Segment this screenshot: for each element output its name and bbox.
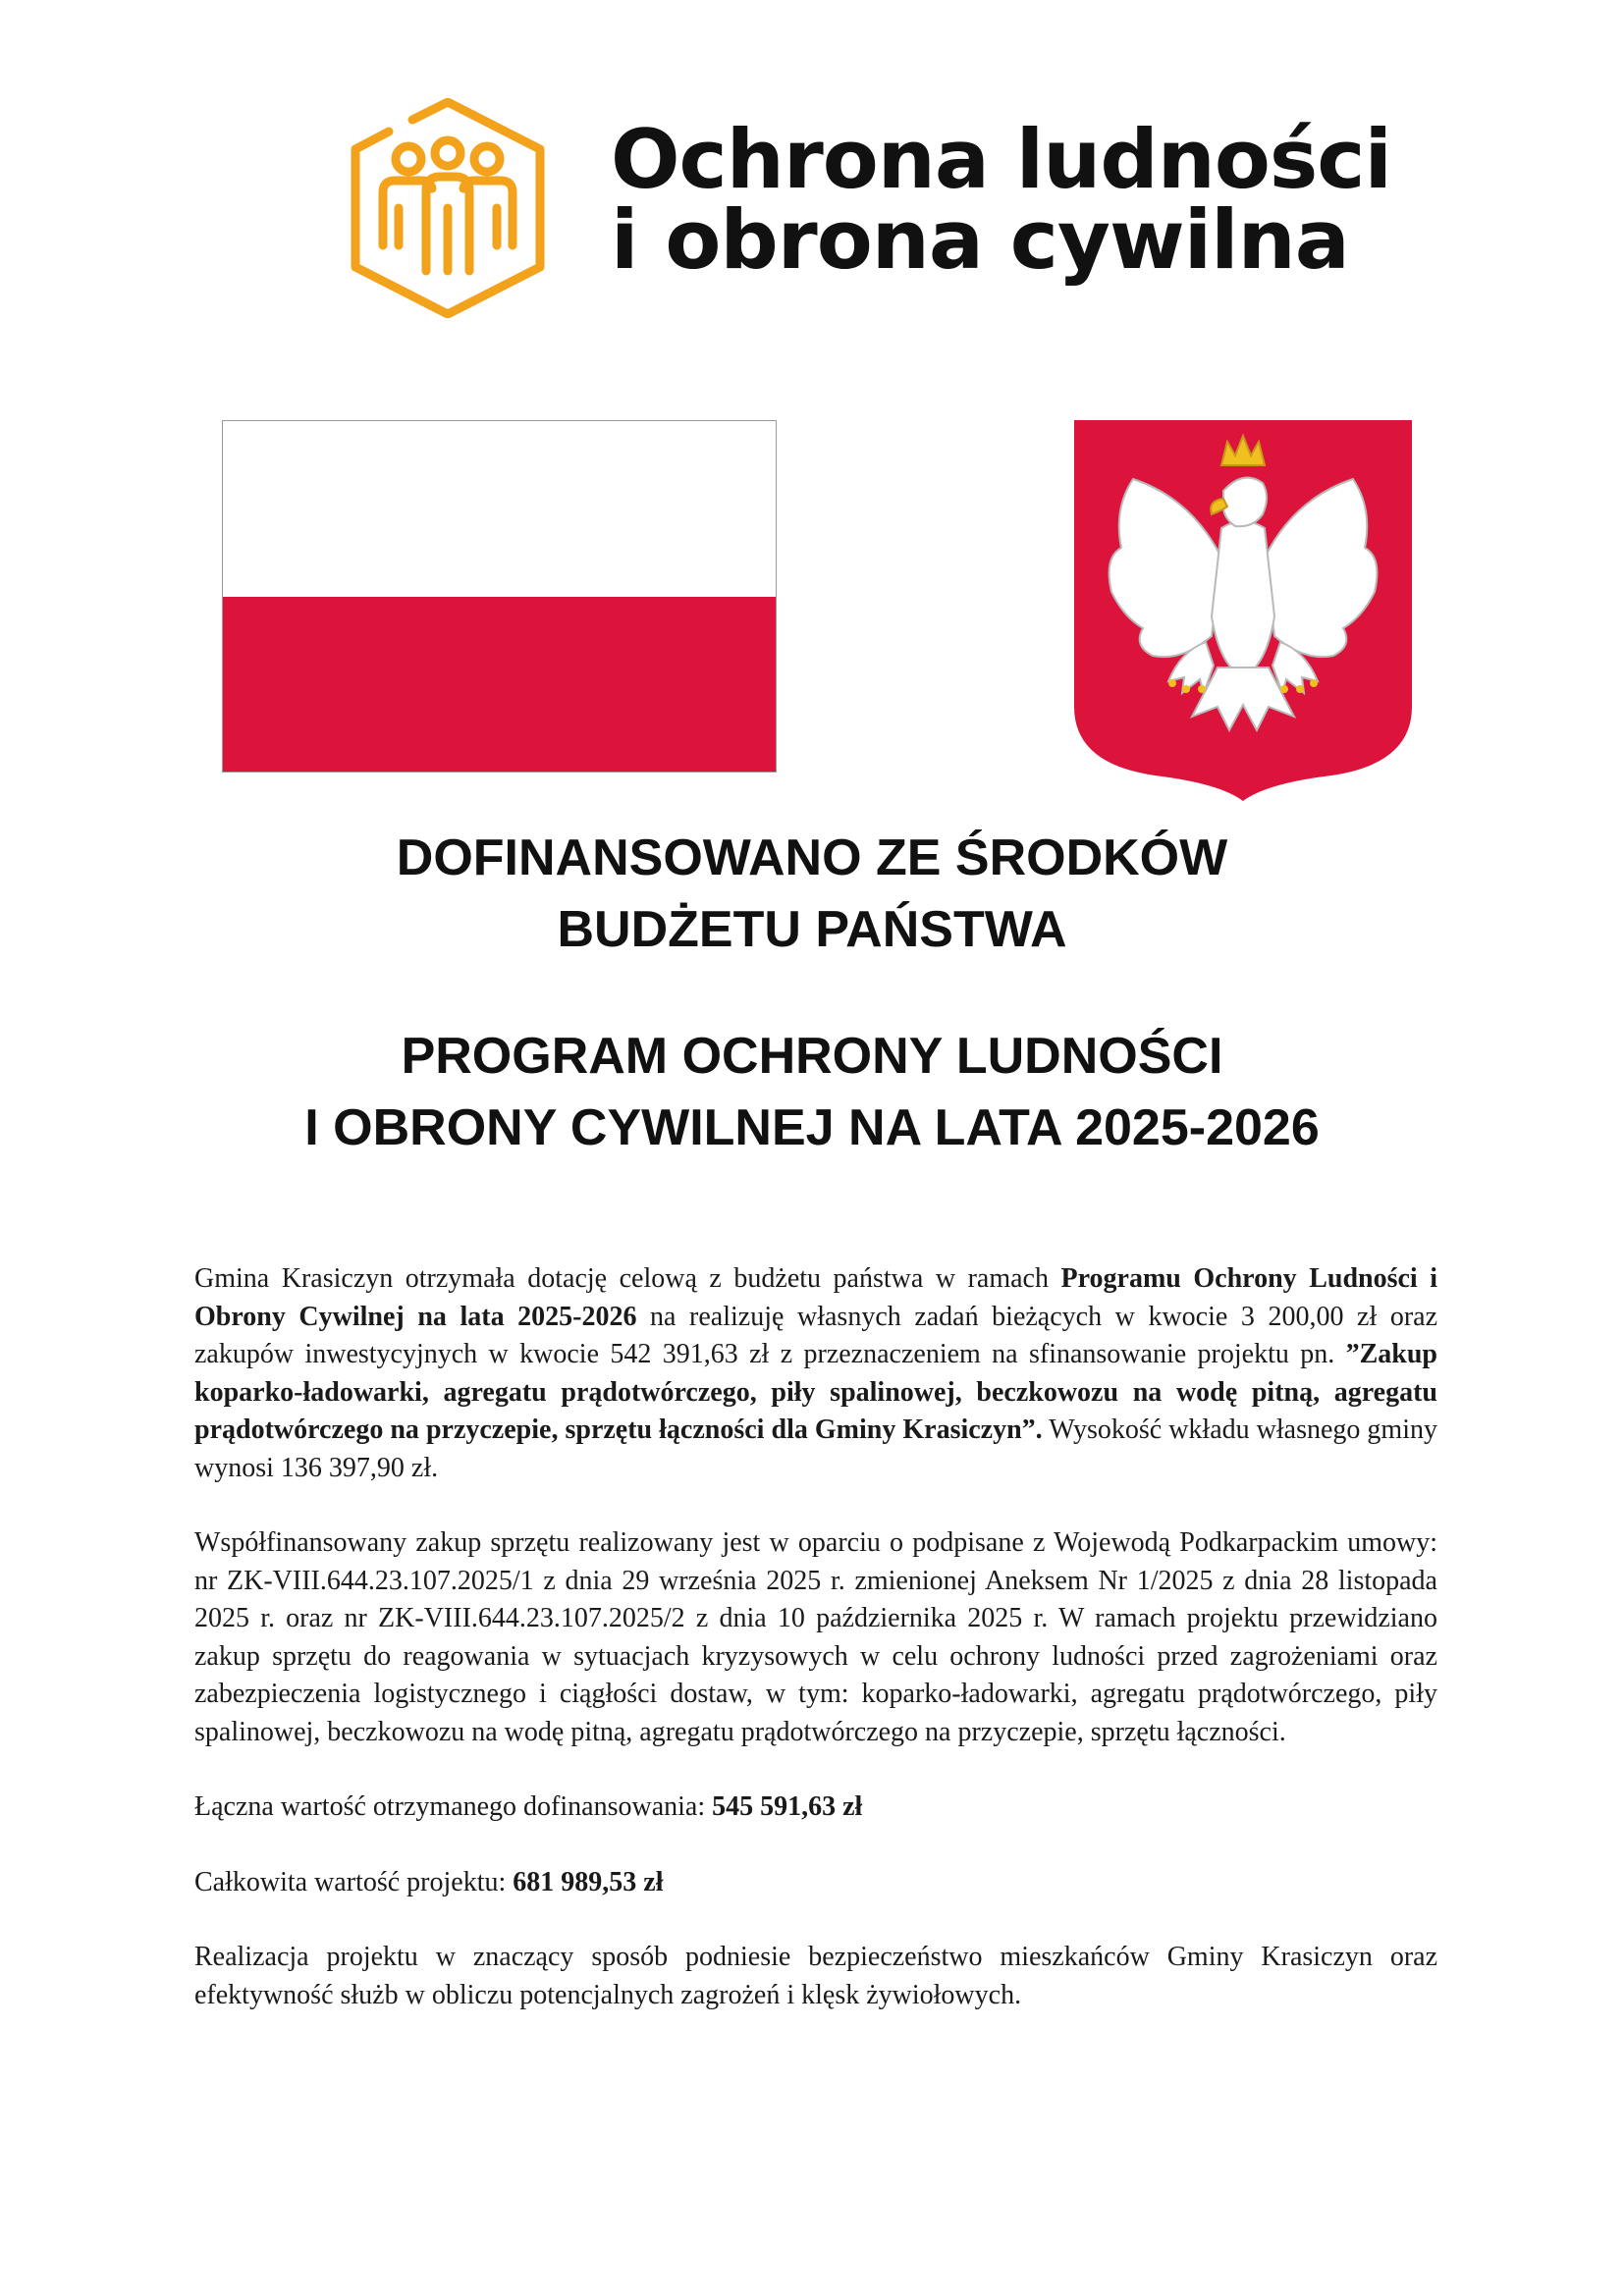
funding-heading-line-1: DOFINANSOWANO ZE ŚRODKÓW	[396, 829, 1228, 886]
project-name: ”Zakup koparko-ładowarki, agregatu prądotwórczego, piły spalinowej, beczkowozu na wodę pitną, agregatu prądotwórczego na przyczepie, sprzętu łączności dla Gminy Krasiczyn”.	[194, 1339, 1437, 1445]
intro-paragraph	[194, 1260, 1437, 1487]
program-heading	[0, 1021, 1624, 1164]
intro-text-2: na realizuję własnych zadań bieżących w kwocie 3 200,00 zł oraz zakupów inwestycyjnych w kwocie 542 391,63 zł z przeznaczeniem na sfinansowanie projektu pn.	[194, 1301, 1437, 1369]
intro-text-1: Gmina Krasiczyn otrzymała dotację celową z budżetu państwa w ramach	[194, 1263, 1061, 1294]
body-text	[194, 1260, 1437, 2014]
polish-flag	[222, 420, 777, 773]
closing-paragraph: Realizacja projektu w znaczący sposób podniesie bezpieczeństwo mieszkańców Gminy Krasiczyn oraz efektywność służb w obliczu potencjalnych zagrożeń i klęsk żywiołowych.	[194, 1942, 1437, 2010]
polish-white-eagle-emblem-icon	[1074, 420, 1412, 801]
brand-name-line-1: Ochrona ludności	[611, 112, 1391, 207]
brand-name	[611, 112, 1391, 288]
brand-name-line-2: i obrona cywilna	[611, 192, 1349, 288]
intro-text-3: Wysokość wkładu własnego gminy wynosi 136 397,90 zł.	[194, 1415, 1437, 1483]
funding-heading-line-2: BUDŻETU PAŃSTWA	[557, 901, 1067, 958]
agreement-paragraph: Współfinansowany zakup sprzętu realizowany jest w oparciu o podpisane z Wojewodą Podkarpackim umowy: nr ZK-VIII.644.23.107.2025/1 z dnia 29 września 2025 r. zmienionej Aneksem Nr 1/2025 z dnia 28 listopada 2025 r. oraz nr ZK-VIII.644.23.107.2025/2 z dnia 10 października 2025 r. W ramach projektu przewidziano zakup sprzętu do reagowania w sytuacjach kryzysowych w celu ochrony ludności przed zagrożeniami oraz zabezpieczenia logistycznego i ciągłości dostaw, w tym: koparko-ładowarki, agregatu prądotwórczego, piły spalinowej, beczkowozu na wodę pitną, agregatu prądotwórczego na przyczepie, sprzętu łączności.	[194, 1527, 1437, 1747]
program-name: Programu Ochrony Ludności i Obrony Cywilnej na lata 2025-2026	[194, 1263, 1438, 1332]
civil-protection-logo-icon	[344, 98, 552, 318]
total-value-line	[194, 1864, 1437, 1902]
total-value-value: 681 989,53 zł	[513, 1866, 664, 1897]
flag-red-stripe	[223, 597, 776, 773]
funding-amount-value: 545 591,63 zł	[712, 1791, 863, 1822]
funding-amount-label: Łączna wartość otrzymanego dofinansowania:	[194, 1791, 713, 1822]
total-value-label: Całkowita wartość projektu:	[194, 1866, 514, 1897]
program-heading-line-2: I OBRONY CYWILNEJ NA LATA 2025-2026	[304, 1099, 1320, 1156]
flag-white-stripe	[223, 421, 776, 597]
funding-amount-line	[194, 1789, 1437, 1827]
funding-heading	[0, 823, 1624, 966]
program-heading-line-1: PROGRAM OCHRONY LUDNOŚCI	[401, 1028, 1223, 1085]
